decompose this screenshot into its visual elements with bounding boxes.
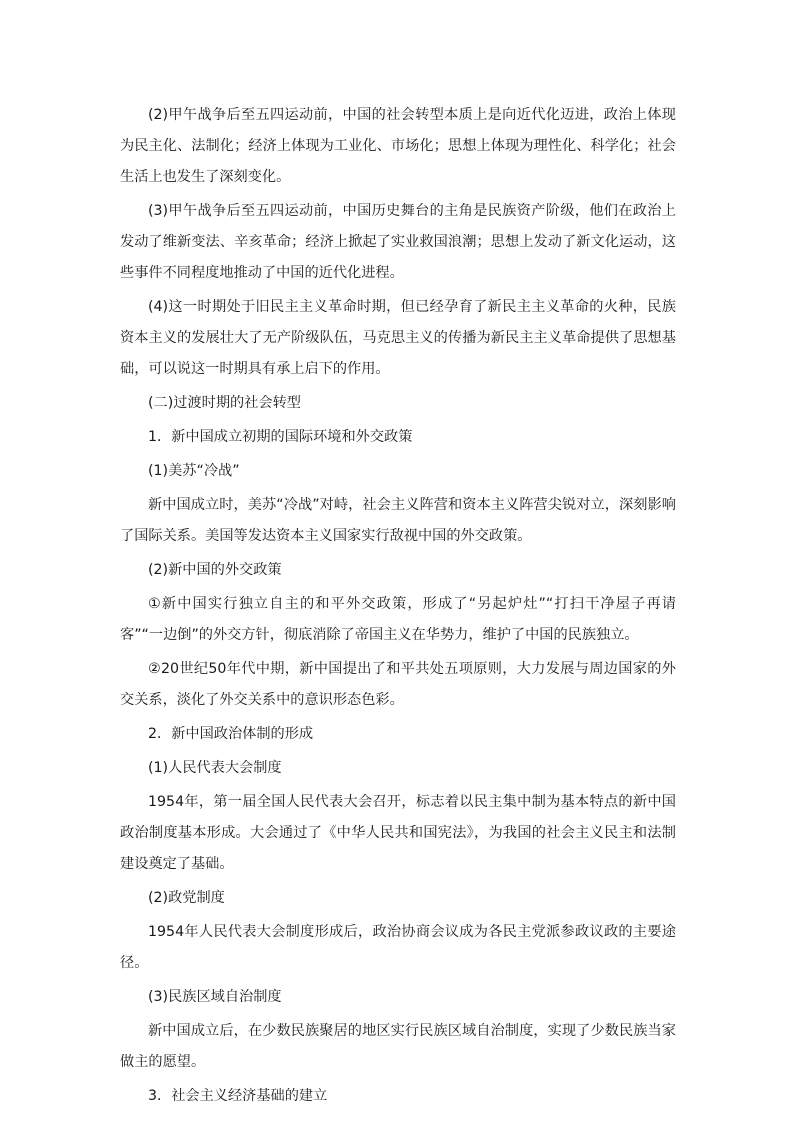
paragraph-party-system: 1954年人民代表大会制度形成后，政治协商会议成为各民主党派参政议政的主要途径。	[120, 924, 676, 971]
paragraph-regional-autonomy: 新中国成立后，在少数民族聚居的地区实行民族区域自治制度，实现了少数民族当家做主的愿望。	[120, 1023, 676, 1070]
subheading-foreign-policy: (2)新中国的外交政策	[148, 562, 282, 578]
subheading-political-system: 2．新中国政治体制的形成	[148, 726, 314, 742]
subheading-socialist-economy: 3．社会主义经济基础的建立	[148, 1088, 328, 1104]
paragraph-peoples-congress: 1954年，第一届全国人民代表大会召开，标志着以民主集中制为基本特点的新中国政治制度基本形成。大会通过了《中华人民共和国宪法》，为我国的社会主义民主和法制建设奠定了基础。	[120, 794, 676, 872]
subheading-peoples-congress: (1)人民代表大会制度	[148, 760, 282, 776]
document-body	[120, 100, 676, 1115]
section-heading-transition-period: (二)过渡时期的社会转型	[148, 395, 301, 411]
subheading-party-system: (2)政党制度	[148, 890, 225, 906]
subheading-regional-autonomy: (3)民族区域自治制度	[148, 989, 282, 1005]
paragraph-national-bourgeoisie: (3)甲午战争后至五四运动前，中国历史舞台的主角是民族资产阶级，他们在政治上发动了维新变法、辛亥革命；经济上掀起了实业救国浪潮；思想上发动了新文化运动，这些事件不同程度地推动了中国的近代化进程。	[120, 203, 676, 281]
paragraph-five-principles: ②20世纪50年代中期，新中国提出了和平共处五项原则，大力发展与周边国家的外交关系，淡化了外交关系中的意识形态色彩。	[120, 661, 676, 708]
paragraph-cold-war: 新中国成立时，美苏“冷战”对峙，社会主义阵营和资本主义阵营尖锐对立，深刻影响了国际关系。美国等发达资本主义国家实行敌视中国的外交政策。	[120, 497, 676, 544]
paragraph-old-democratic-revolution: (4)这一时期处于旧民主主义革命时期，但已经孕育了新民主主义革命的火种，民族资本主义的发展壮大了无产阶级队伍，马克思主义的传播为新民主主义革命提供了思想基础，可以说这一时期具有承上启下的作用。	[120, 299, 676, 377]
subheading-cold-war: (1)美苏“冷战”	[148, 463, 240, 479]
paragraph-independent-peace-policy: ①新中国实行独立自主的和平外交政策，形成了“另起炉灶”“打扫干净屋子再请客”“一边倒”的外交方针，彻底消除了帝国主义在华势力，维护了中国的民族独立。	[120, 596, 676, 643]
subheading-international-environment: 1．新中国成立初期的国际环境和外交政策	[148, 429, 413, 445]
paragraph-sino-japanese-war-transformation: (2)甲午战争后至五四运动前，中国的社会转型本质上是向近代化迈进，政治上体现为民主化、法制化；经济上体现为工业化、市场化；思想上体现为理性化、科学化；社会生活上也发生了深刻变化。	[120, 107, 676, 185]
